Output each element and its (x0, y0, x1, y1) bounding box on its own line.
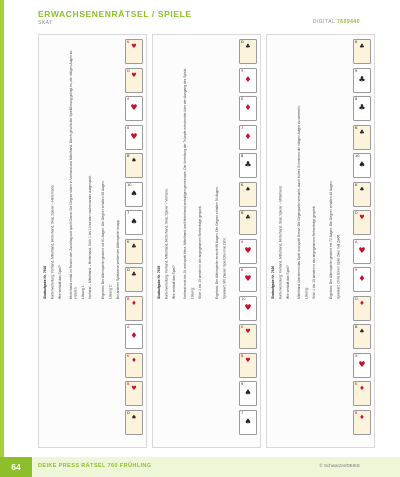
digital-code-prefix: DIGITAL (312, 19, 336, 25)
puzzle-text-column (329, 39, 349, 299)
card-rank: B (355, 125, 358, 130)
card-suit-icon: ♦ (358, 274, 366, 283)
puzzle-text-line: Ergebnis: Der Alleinspieler gewinnt mit 61 Augen. Die Gegner erhalten 59 Augen. (101, 180, 105, 299)
puzzle-text-column (297, 39, 327, 299)
puzzle-text-line: Kartenverteilung: Vorhand, Mittelhand, Hinterhand, Skat, Spieler – Mittelhand. (278, 185, 283, 299)
card-rank: K (355, 182, 358, 187)
puzzle-text-line: Wie verläuft das Spiel? (285, 265, 290, 299)
puzzle-text-line: Spielwert: Ohne Einen Spiel Zwei mal Zwölf. (336, 234, 341, 299)
playing-card (239, 39, 257, 64)
playing-card (239, 125, 257, 150)
card-rank: 8 (241, 154, 244, 158)
card-suit-icon: ♥ (131, 71, 137, 79)
card-suit-icon: ♠ (131, 157, 137, 164)
puzzle-text-line: Bei anderer Spielweise verliert der Alleinspieler knapp. (115, 219, 120, 299)
puzzle-text-column (101, 39, 121, 299)
card-suit-icon: ♦ (131, 299, 137, 307)
card-suit-icon: ♠ (245, 185, 251, 193)
card-suit-icon: ♥ (244, 245, 252, 255)
puzzle-panel-1 (38, 34, 147, 448)
card-suit-icon: ♣ (359, 128, 365, 136)
puzzle-text-line: Mittelhand übernimmt das Spiel und spielt Kreuz. Die Gegenpartei versucht, durch frühes Schmieren die nötigen Augen zu sammeln. (297, 105, 301, 299)
puzzle-panel-2 (152, 34, 261, 448)
puzzle-text-column (215, 39, 235, 299)
card-suit-icon: ♦ (244, 131, 252, 141)
puzzle-text-line: Wie verläuft das Spiel? (57, 265, 62, 299)
card-rank: K (241, 325, 244, 329)
puzzle-text-line: Stich 1 bis 10 werden in der angegebenen Reihenfolge gespielt. (311, 205, 316, 299)
playing-card (239, 182, 257, 207)
card-rank: 8 (127, 125, 130, 130)
card-rank: 9 (355, 353, 358, 358)
card-suit-icon: ♥ (130, 131, 138, 141)
playing-card (125, 210, 143, 235)
card-rank: 10 (241, 296, 246, 301)
card-suit-icon: ♦ (244, 103, 252, 112)
card-suit-icon: ♣ (131, 242, 137, 250)
card-stack (353, 39, 373, 444)
card-suit-icon: ♥ (245, 328, 251, 335)
puzzle-text-line: Vorhand – Mittelhand – Hinterhand. Stich 1 bis 10 werden nacheinander ausgespielt. (88, 175, 93, 299)
card-suit-icon: ♦ (359, 385, 365, 392)
puzzle-text-column (69, 39, 99, 299)
card-rank: 8 (241, 268, 244, 272)
card-suit-icon: ♥ (244, 302, 252, 312)
playing-card (239, 267, 257, 292)
card-rank: B (355, 410, 358, 415)
card-rank: 8 (355, 97, 358, 101)
digital-code (313, 19, 360, 25)
section-title: ERWACHSENENRÄTSEL / SPIELE (38, 9, 192, 19)
section-subtitle: SKAT (38, 20, 53, 26)
card-rank: K (355, 382, 358, 386)
card-suit-icon: ♠ (359, 328, 365, 335)
puzzle-text-column (157, 39, 181, 299)
playing-card (125, 324, 143, 349)
playing-card (239, 353, 257, 378)
card-rank: D (127, 68, 130, 73)
card-suit-icon: ♠ (359, 185, 365, 193)
left-accent-strip (0, 0, 4, 477)
playing-card (125, 125, 143, 150)
playing-card (353, 182, 371, 207)
card-suit-icon: ♣ (131, 271, 137, 278)
puzzle-panel-3 (266, 34, 375, 448)
card-suit-icon: ♦ (131, 356, 137, 364)
playing-card (353, 296, 371, 321)
card-suit-icon: ♦ (244, 74, 252, 84)
card-suit-icon: ♥ (131, 385, 137, 392)
puzzle-text-line: Vorhand reizt bis 18 und spielt Herz. Mittelhand und Hinterhand verteidigen gemeinsam. Die Verteilung der Trümpfe entscheidet über den Ausgang des Spiels. (183, 67, 187, 299)
playing-card (353, 153, 371, 178)
card-rank: B (127, 154, 130, 158)
playing-card (353, 267, 371, 292)
card-suit-icon: ♠ (358, 160, 366, 169)
playing-card (125, 239, 143, 264)
playing-card (125, 153, 143, 178)
card-rank: A (127, 325, 130, 329)
playing-card (125, 96, 143, 121)
card-rank: B (241, 353, 244, 358)
puzzle-text-line: Skataufgabe Nr. 7618 (43, 265, 47, 299)
playing-card (239, 68, 257, 93)
playing-card (239, 381, 257, 406)
puzzle-text-line: Ergebnis: Der Alleinspieler gewinnt mit 72 Augen. Die Gegner erhalten 48 Augen. (329, 180, 333, 299)
card-stack (239, 39, 259, 444)
puzzle-text-line: Spielwert: Mit Zweien Spiel Drei mal Zehn. (222, 236, 227, 299)
playing-card (353, 324, 371, 349)
card-rank: 9 (241, 239, 244, 244)
card-suit-icon: ♥ (358, 245, 366, 255)
card-suit-icon: ♦ (359, 413, 365, 421)
playing-card (239, 153, 257, 178)
puzzle-text-line: Lösung 2: (108, 284, 113, 299)
playing-card (125, 353, 143, 378)
card-suit-icon: ♥ (244, 274, 252, 283)
puzzle-text-line: Lösung: (304, 287, 309, 299)
card-suit-icon: ♠ (130, 217, 138, 226)
card-suit-icon: ♥ (359, 214, 365, 221)
digital-code-value: 7609440 (337, 19, 360, 25)
card-suit-icon: ♣ (359, 43, 365, 50)
playing-card (353, 239, 371, 264)
publication-title: DEIKE PRESS RÄTSEL 760 FRÜHLING (38, 463, 152, 469)
playing-card (125, 381, 143, 406)
card-rank: 9 (241, 68, 244, 73)
playing-card (125, 296, 143, 321)
card-rank: 8 (241, 97, 244, 101)
card-rank: K (127, 353, 130, 358)
puzzle-text-line: Hinterhand erhält im Reizen den Zuschlag und spielt Grand. Die Gegner sitzen in Vorhand und Mittelhand. Durch geschickte Spielführung gelingt es, die nötigen Augen zu erzielen. (69, 50, 78, 299)
puzzle-text-line: Skataufgabe Nr. 7620 (271, 265, 275, 299)
puzzle-text-line: Skataufgabe Nr. 7619 (157, 265, 161, 299)
card-rank: D (355, 296, 358, 301)
card-suit-icon: ♥ (358, 359, 366, 369)
playing-card (353, 353, 371, 378)
playing-card (125, 182, 143, 207)
card-suit-icon: ♣ (358, 103, 366, 112)
card-rank: K (127, 239, 130, 244)
card-rank: K (127, 40, 130, 44)
playing-card (125, 267, 143, 292)
playing-card (125, 410, 143, 435)
card-rank: K (241, 182, 244, 187)
card-suit-icon: ♦ (359, 299, 365, 307)
card-rank: 9 (355, 68, 358, 73)
puzzle-text-line: Wie verläuft das Spiel? (171, 265, 176, 299)
playing-card (239, 239, 257, 264)
puzzle-text-line: Stich 1 bis 10 werden in der angegebenen Reihenfolge gespielt. (197, 205, 202, 299)
card-suit-icon: ♥ (131, 43, 137, 50)
card-rank: D (241, 40, 244, 44)
playing-card (125, 68, 143, 93)
card-rank: B (127, 382, 130, 386)
playing-card (353, 381, 371, 406)
copyright-note: © Schwarzer/DEIKE (319, 463, 360, 468)
card-suit-icon: ♣ (358, 74, 366, 84)
card-rank: D (355, 211, 358, 215)
card-suit-icon: ♣ (244, 160, 252, 169)
playing-card (239, 296, 257, 321)
card-suit-icon: ♥ (130, 103, 138, 112)
puzzle-text-line: Ergebnis: Der Alleinspieler erreicht 66 Augen. Die Gegner erhalten 54 Augen. (215, 186, 219, 299)
puzzle-text-column (271, 39, 295, 299)
card-rank: D (127, 268, 130, 272)
card-suit-icon: ♦ (130, 331, 138, 340)
card-rank: A (355, 239, 358, 244)
puzzle-text-line: Lösung: (190, 287, 195, 299)
playing-card (239, 324, 257, 349)
playing-card (125, 39, 143, 64)
card-suit-icon: ♠ (244, 416, 252, 426)
playing-card (353, 410, 371, 435)
card-rank: 9 (241, 382, 244, 386)
card-rank: 9 (127, 97, 130, 101)
card-suit-icon: ♣ (245, 214, 251, 221)
playing-card (239, 410, 257, 435)
playing-card (353, 39, 371, 64)
card-rank: B (241, 211, 244, 215)
card-suit-icon: ♣ (245, 43, 251, 50)
card-rank: B (355, 325, 358, 329)
playing-card (353, 68, 371, 93)
card-rank: 7 (241, 410, 244, 415)
card-suit-icon: ♠ (244, 388, 252, 397)
card-rank: 9 (355, 268, 358, 272)
puzzle-text-column (183, 39, 213, 299)
card-suit-icon: ♠ (131, 413, 137, 421)
page-number: 64 (0, 457, 32, 477)
card-stack (125, 39, 145, 444)
playing-card (239, 96, 257, 121)
card-rank: 10 (127, 182, 132, 187)
card-rank: B (127, 296, 130, 301)
card-rank: D (127, 410, 130, 415)
card-suit-icon: ♥ (245, 356, 251, 364)
playing-card (353, 125, 371, 150)
card-suit-icon: ♠ (130, 188, 138, 198)
puzzle-text-line: Kartenverteilung: Vorhand, Mittelhand, Hinterhand, Skat, Spieler – Vorhand. (164, 188, 169, 299)
puzzle-text-line: Kartenverteilung: Vorhand, Mittelhand, Hinterhand, Skat, Spieler – Hinterhand. (50, 184, 55, 299)
playing-card (353, 210, 371, 235)
card-rank: 7 (127, 211, 130, 215)
card-rank: 10 (355, 154, 360, 158)
puzzle-text-line: Lösung 1: (80, 284, 85, 299)
card-rank: 7 (241, 125, 244, 130)
playing-card (353, 96, 371, 121)
card-rank: K (355, 40, 358, 44)
playing-card (239, 210, 257, 235)
puzzle-text-column (43, 39, 67, 299)
